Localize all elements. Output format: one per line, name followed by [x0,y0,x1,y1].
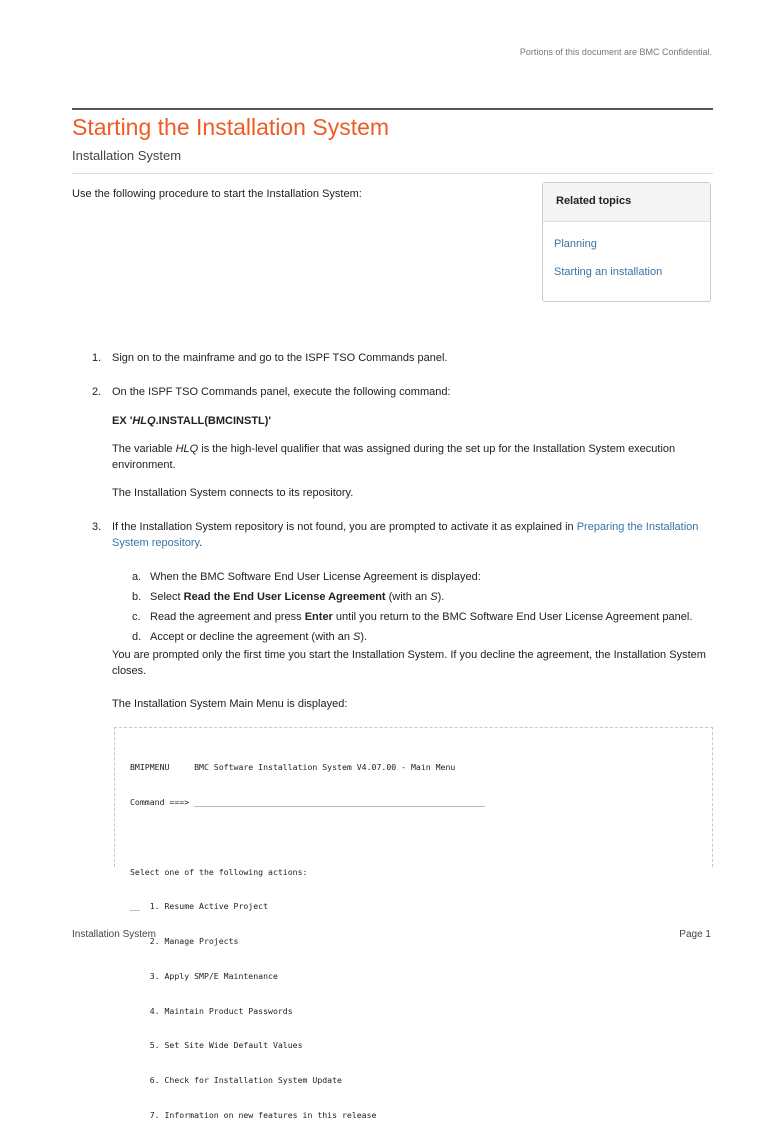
main-menu-intro: The Installation System Main Menu is displayed: [112,698,348,710]
step-number: 2. [92,386,102,398]
terminal-line: 7. Information on new features in this release [130,1110,377,1120]
substeps [112,569,714,645]
command-line [112,413,714,429]
intro-text: Use the following procedure to start the Installation System: [72,188,362,200]
command-suffix: .INSTALL(BMCINSTL)' [155,415,272,427]
substep-b: b. Select Read the End User License Agreement (with an S). [132,591,445,603]
terminal-line [130,832,712,844]
variable-name: HLQ [175,443,199,455]
terminal-line: BMIPMENU BMC Software Installation System V4.07.00 - Main Menu [130,762,456,773]
preparing-repository-link[interactable]: Preparing the Installation System repository [112,521,699,549]
terminal-line: 4. Maintain Product Passwords [130,1005,293,1016]
page-subtitle: Installation System [72,148,182,163]
footer-section-name: Installation System [72,929,156,940]
confidentiality-notice: Portions of this document are BMC Confidential. [519,47,712,57]
step-2 [72,384,714,501]
step-1 [72,350,714,366]
step-number: 3. [92,521,102,533]
connects-text: The Installation System connects to its repository. [112,487,354,499]
subtitle-rule [72,173,713,174]
variable-explanation: The variable HLQ is the high-level qualifier that was assigned during the set up for the Installation System execution environment. [112,443,676,471]
terminal-line: 6. Check for Installation System Update [130,1075,342,1086]
header-rule [72,108,713,110]
command-prefix: EX ' [112,415,133,427]
decline-note: You are prompted only the first time you start the Installation System. If you decline the agreement, the Installation System closes. [112,649,706,677]
footer-page-number: Page 1 [679,929,711,940]
step-3 [72,519,714,712]
step-text: Sign on to the mainframe and go to the ISPF TSO Commands panel. [112,352,448,364]
page-title: Starting the Installation System [72,114,390,140]
terminal-line: __ 1. Resume Active Project [130,901,269,912]
related-topics-box [542,182,711,302]
step-number: 1. [92,352,102,364]
substep-c: c. Read the agreement and press Enter until you return to the BMC Software End User License Agreement panel. [132,611,693,623]
related-topics-heading: Related topics [543,183,710,222]
terminal-line: 5. Set Site Wide Default Values [130,1040,303,1051]
terminal-line: Select one of the following actions: [130,866,308,877]
terminal-line: Command ===> ___________________________________________________________ [130,796,485,807]
terminal-line: 2. Manage Projects [130,936,239,947]
command-variable: HLQ [132,415,156,427]
substep-d: d. Accept or decline the agreement (with an S). [132,631,368,643]
terminal-line: 3. Apply SMP/E Maintenance [130,970,278,981]
step-text: On the ISPF TSO Commands panel, execute the following command: [112,386,451,398]
related-link-planning[interactable]: Planning [554,238,597,250]
step-text: If the Installation System repository is not found, you are prompted to activate it as explained in Preparing the Installation System repository. [112,521,699,549]
procedure-steps [72,350,714,712]
substep-a: a. When the BMC Software End User License Agreement is displayed: [132,571,481,583]
related-link-starting-installation[interactable]: Starting an installation [554,266,663,278]
